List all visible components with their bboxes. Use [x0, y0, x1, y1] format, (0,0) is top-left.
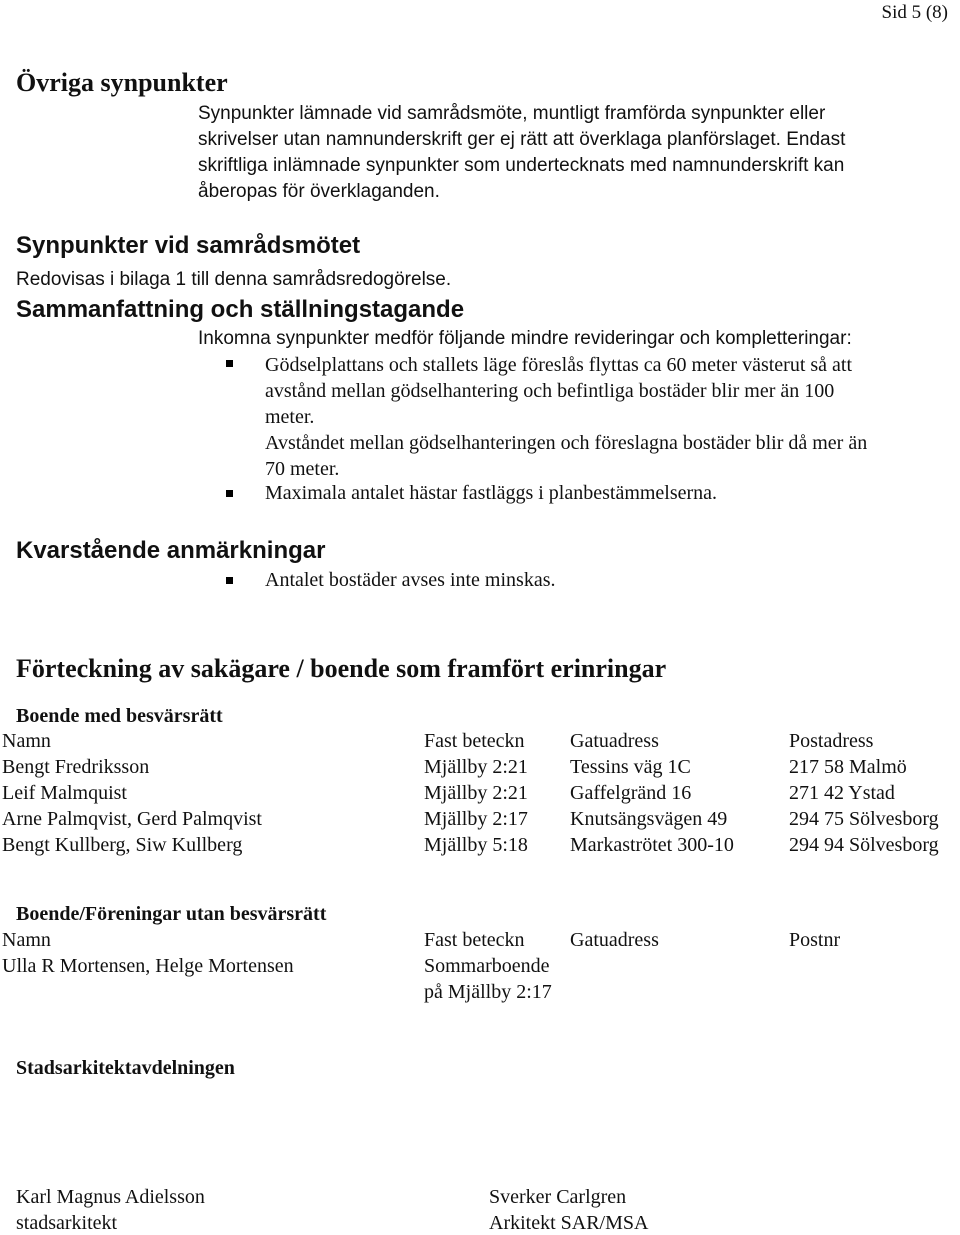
- heading-samradsmote: Synpunkter vid samrådsmötet: [16, 232, 361, 259]
- bullet-square-icon: [226, 577, 233, 584]
- heading-sammanfattning: Sammanfattning och ställningstagande: [16, 296, 465, 323]
- bullet-square-icon: [226, 490, 233, 497]
- column-header: Gatuadress: [570, 929, 659, 951]
- cell-fast-beteckn: Mjällby 2:21: [424, 756, 528, 778]
- column-header: Fast beteckn: [424, 929, 525, 951]
- signer-2-title: Arkitekt SAR/MSA: [489, 1212, 649, 1234]
- bullet-line: avstånd mellan gödselhantering och befintliga bostäder blir mer än 100: [265, 380, 835, 402]
- column-header: Fast beteckn: [424, 730, 525, 752]
- cell-namn: Arne Palmqvist, Gerd Palmqvist: [2, 808, 262, 830]
- cell-namn: Bengt Kullberg, Siw Kullberg: [2, 834, 243, 856]
- column-header: Postadress: [789, 730, 874, 752]
- heading-forteckning: Förteckning av sakägare / boende som framfört erinringar: [16, 654, 667, 683]
- page-number: Sid 5 (8): [881, 2, 948, 23]
- ovriga-line: skriftliga inlämnade synpunkter som undertecknats med namnunderskrift kan: [198, 155, 845, 176]
- column-header: Gatuadress: [570, 730, 659, 752]
- ovriga-line: skrivelser utan namnunderskrift ger ej rätt att överklaga planförslaget. Endast: [198, 129, 846, 150]
- cell-namn: Ulla R Mortensen, Helge Mortensen: [2, 955, 294, 977]
- cell-fast-beteckn: Mjällby 5:18: [424, 834, 528, 856]
- cell-gatuadress: Markaströtet 300-10: [570, 834, 734, 856]
- cell-postadress: 217 58 Malmö: [789, 756, 907, 778]
- bullet-line: Gödselplattans och stallets läge föreslås flyttas ca 60 meter västerut så att: [265, 354, 853, 376]
- kvarstaende-bullet: Antalet bostäder avses inte minskas.: [265, 569, 556, 591]
- cell-gatuadress: Knutsängsvägen 49: [570, 808, 728, 830]
- cell-gatuadress: Tessins väg 1C: [570, 756, 691, 778]
- samradsmote-text: Redovisas i bilaga 1 till denna samrådsredogörelse.: [16, 269, 452, 290]
- signer-1-name: Karl Magnus Adielsson: [16, 1186, 205, 1208]
- column-header: Namn: [2, 730, 51, 752]
- bullet-line: 70 meter.: [265, 458, 340, 480]
- heading-kvarstaende: Kvarstående anmärkningar: [16, 537, 326, 564]
- ovriga-line: Synpunkter lämnade vid samrådsmöte, muntligt framförda synpunkter eller: [198, 103, 826, 124]
- subheading-utan-besvarsratt: Boende/Föreningar utan besvärsrätt: [16, 903, 327, 925]
- sammanfattning-bullet-2: Maximala antalet hästar fastläggs i planbestämmelserna.: [265, 482, 718, 504]
- ovriga-paragraph: [198, 101, 938, 205]
- cell-namn: Bengt Fredriksson: [2, 756, 150, 778]
- cell-postadress: 294 94 Sölvesborg: [789, 834, 939, 856]
- ovriga-line: åberopas för överklaganden.: [198, 181, 440, 202]
- sammanfattning-bullet-1: [265, 352, 867, 482]
- bullet-line: meter.: [265, 406, 315, 428]
- signer-1-title: stadsarkitekt: [16, 1212, 118, 1234]
- heading-ovriga-synpunkter: Övriga synpunkter: [16, 68, 228, 97]
- cell-namn: Leif Malmquist: [2, 782, 127, 804]
- subheading-med-besvarsratt: Boende med besvärsrätt: [16, 705, 223, 727]
- sammanfattning-intro: Inkomna synpunkter medför följande mindre revideringar och kompletteringar:: [198, 328, 852, 349]
- heading-stadsarkitektavdelningen: Stadsarkitektavdelningen: [16, 1057, 235, 1079]
- cell-gatuadress: Gaffelgränd 16: [570, 782, 692, 804]
- cell-fast-beteckn: Sommarboende: [424, 955, 550, 977]
- column-header: Namn: [2, 929, 51, 951]
- bullet-square-icon: [226, 360, 233, 367]
- bullet-line: Avståndet mellan gödselhanteringen och föreslagna bostäder blir då mer än: [265, 432, 868, 454]
- cell-fast-beteckn: Mjällby 2:17: [424, 808, 528, 830]
- cell-postadress: 271 42 Ystad: [789, 782, 895, 804]
- cell-fast-beteckn: Mjällby 2:21: [424, 782, 528, 804]
- cell-postadress: 294 75 Sölvesborg: [789, 808, 939, 830]
- signer-2-name: Sverker Carlgren: [489, 1186, 627, 1208]
- column-header: Postnr: [789, 929, 841, 951]
- cell-fast-beteckn-line2: på Mjällby 2:17: [424, 981, 552, 1003]
